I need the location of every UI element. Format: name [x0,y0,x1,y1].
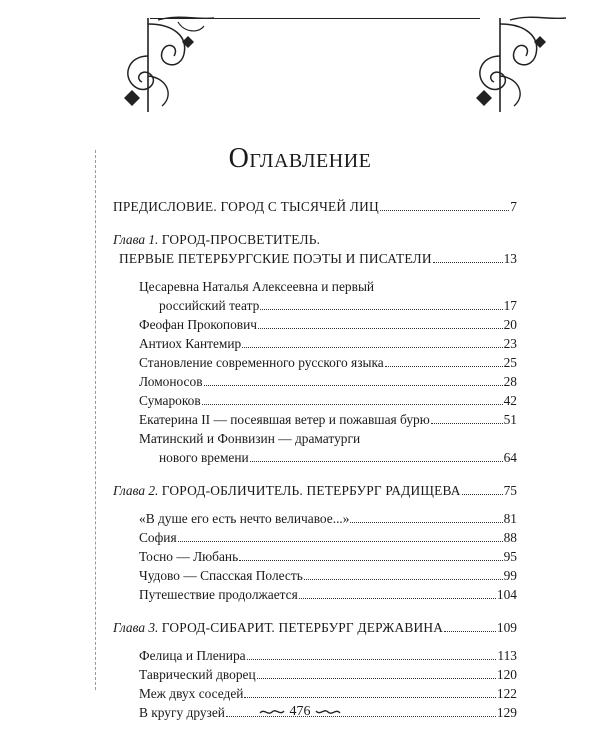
toc-entry-label: «В душе его есть нечто величавое...» [139,511,350,526]
toc-entry-label-line-1: Матинский и Фонвизин — драматурги [139,431,361,446]
leader-dots [260,298,502,310]
toc-entry[interactable] [139,315,517,334]
leader-dots [380,199,509,211]
toc-entry-page: 28 [503,374,517,389]
page-number: 476 [289,704,311,719]
toc-entry-label: ПРЕДИСЛОВИЕ. ГОРОД С ТЫСЯЧЕЙ ЛИЦ [113,199,379,214]
toc-entry-page: 7 [510,199,517,214]
toc-entry[interactable] [139,296,517,315]
chapter-1-heading [113,230,517,249]
toc-entry-page: 42 [503,393,517,408]
toc-entry-label: София [139,530,177,545]
toc-entry-label: Сумароков [139,393,201,408]
leader-dots [204,374,503,386]
toc-entry-page: 81 [503,511,517,526]
leader-dots [239,549,502,561]
toc-entry[interactable] [139,566,517,585]
chapter-title: ГОРОД-СИБАРИТ. ПЕТЕРБУРГ ДЕРЖАВИНА [161,620,444,635]
toc-entry-chapter-2[interactable] [113,481,517,500]
toc-entry-page: 129 [496,705,517,720]
toc-entry[interactable] [139,372,517,391]
margin-dashed-line [95,150,96,690]
right-swash-icon [314,707,342,717]
toc-entry-page: 17 [503,298,517,313]
chapter-heading [113,481,461,500]
toc-entry-page: 99 [503,568,517,583]
toc-entry[interactable] [139,528,517,547]
leader-dots [431,412,503,424]
leader-dots [299,587,496,599]
toc-entry[interactable] [139,665,517,684]
left-swash-icon [258,707,286,717]
toc-entry-page: 120 [496,667,517,682]
toc-entry-page: 95 [503,549,517,564]
toc-entry-page: 113 [497,648,517,663]
leader-dots [258,317,503,329]
toc-entry-page: 13 [503,251,517,266]
leader-dots [350,511,502,523]
toc-entry-page: 88 [503,530,517,545]
toc-entry-label: Феофан Прокопович [139,317,258,332]
toc-entry[interactable] [139,410,517,429]
toc-entry[interactable] [139,547,517,566]
leader-dots [444,620,496,632]
leader-dots [247,648,497,660]
toc-entry-label: Меж двух соседей [139,686,244,701]
leader-dots [304,568,503,580]
toc-entry-page: 64 [503,450,517,465]
toc-entry[interactable] [139,509,517,528]
toc-entry-label: Становление современного русского языка [139,355,384,370]
toc-entry-page: 104 [496,587,517,602]
toc-entry[interactable] [139,684,517,703]
leader-dots [244,686,495,698]
toc-entry-page: 20 [503,317,517,332]
toc-entry-label: Екатерина II — посеявшая ветер и пожавшая бурю [139,412,430,427]
toc-entry-chapter-1[interactable] [113,249,517,268]
leader-dots [202,393,503,405]
toc-entry-label: Ломоносов [139,374,203,389]
toc-entry[interactable] [139,334,517,353]
table-of-contents [113,197,517,722]
toc-entry-chapter-3[interactable] [113,618,517,637]
toc-entry-page: 109 [496,620,517,635]
toc-entry-page: 75 [503,483,517,498]
toc-entry[interactable] [139,448,517,467]
toc-entry-label: Таврический дворец [139,667,256,682]
toc-entry-label: Чудово — Спасская Полесть [139,568,303,583]
left-corner-ornament-icon [118,16,248,116]
toc-entry-label: Путешествие продолжается [139,587,298,602]
toc-entry-page: 122 [496,686,517,701]
chapter-prefix: Глава 1. [113,232,159,247]
toc-entry-page: 51 [503,412,517,427]
toc-entry-page: 25 [503,355,517,370]
toc-entry-label: нового времени [159,450,249,465]
page-title: Оглавление [228,143,372,174]
leader-dots [250,450,503,462]
toc-entry-page: 23 [503,336,517,351]
leader-dots [242,336,502,348]
chapter-heading [113,618,443,637]
toc-entry[interactable] [139,585,517,604]
toc-entry[interactable] [139,646,517,665]
toc-entry-label: российский театр [159,298,260,313]
toc-entry-label-line-1: Цесаревна Наталья Алексеевна и первый [139,279,375,294]
leader-dots [462,483,503,495]
leader-dots [433,251,503,263]
leader-dots [178,530,503,542]
chapter-title: ГОРОД-ОБЛИЧИТЕЛЬ. ПЕТЕРБУРГ РАДИЩЕВА [161,483,461,498]
right-corner-ornament-icon [456,16,586,116]
toc-entry-label: В кругу друзей [139,705,225,720]
toc-entry-label: Антиох Кантемир [139,336,242,351]
leader-dots [385,355,503,367]
leader-dots [257,667,496,679]
toc-entry-preface[interactable] [113,197,517,216]
chapter-prefix: Глава 2. [113,483,159,498]
toc-entry-label: Тосно — Любань [139,549,239,564]
page-footer [0,704,600,720]
toc-entry[interactable] [139,353,517,372]
chapter-prefix: Глава 3. [113,620,159,635]
chapter-title-line-2: ПЕРВЫЕ ПЕТЕРБУРГСКИЕ ПОЭТЫ И ПИСАТЕЛИ [119,251,432,266]
toc-entry-label: Фелица и Пленира [139,648,246,663]
toc-entry[interactable] [139,391,517,410]
chapter-title-line-1: ГОРОД-ПРОСВЕТИТЕЛЬ. [161,232,321,247]
